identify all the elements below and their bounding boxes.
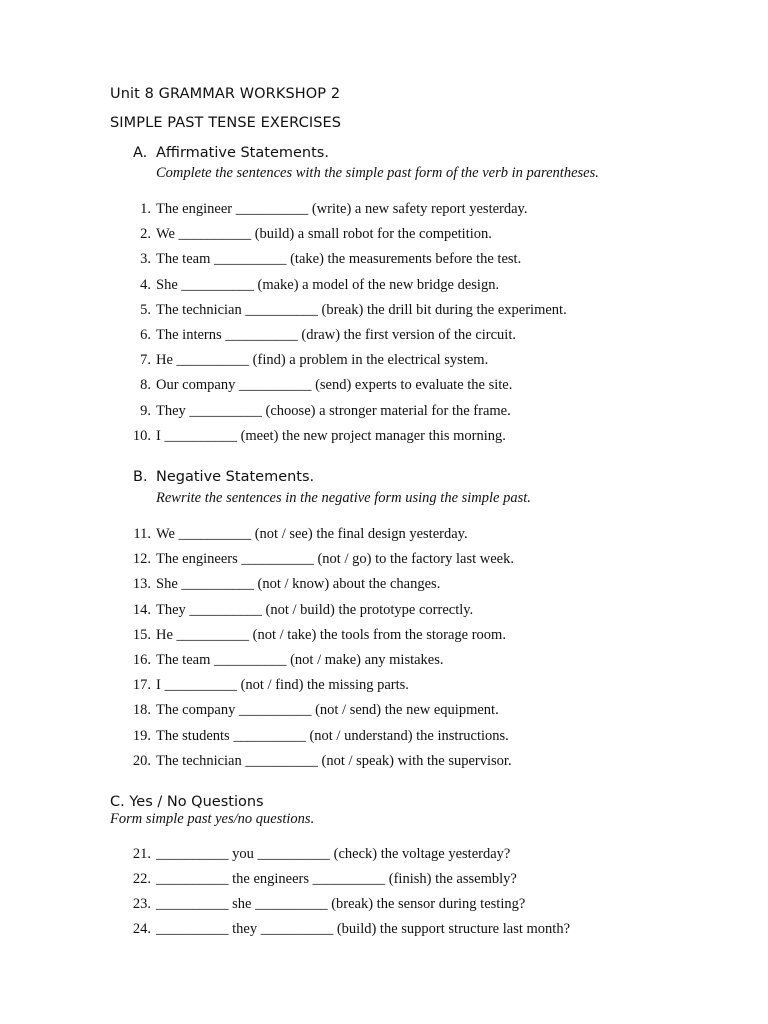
exercise-item: [119, 302, 567, 319]
exercise-number: 4.: [140, 276, 151, 293]
exercise-text: She __________ (not / know) about the changes.: [156, 576, 441, 593]
exercise-item: [119, 753, 512, 770]
section-c-instruction: Form simple past yes/no questions.: [110, 811, 315, 827]
exercise-item: [119, 277, 499, 294]
exercise-number: 18.: [132, 702, 151, 719]
exercise-text: He __________ (find) a problem in the electrical system.: [156, 352, 489, 369]
exercise-number: 6.: [140, 327, 151, 343]
exercise-text: The company __________ (not / send) the new equipment.: [156, 702, 499, 719]
exercise-number: 13.: [132, 576, 151, 593]
exercise-item: [119, 602, 473, 619]
exercise-item: [119, 896, 525, 913]
exercise-text: The technician __________ (break) the drill bit during the experiment.: [156, 301, 567, 318]
exercise-number: 23.: [132, 895, 151, 912]
exercise-number: 5.: [140, 301, 151, 318]
exercise-item: [119, 226, 492, 243]
exercise-text: The engineers __________ (not / go) to the factory last week.: [156, 551, 514, 568]
exercise-text: The interns __________ (draw) the first version of the circuit.: [156, 327, 516, 343]
exercise-number: 22.: [132, 870, 151, 887]
exercise-item: [119, 551, 514, 568]
exercise-item: [119, 377, 512, 394]
exercise-number: 20.: [132, 752, 151, 769]
exercise-number: 21.: [132, 846, 151, 862]
exercise-item: [119, 526, 468, 543]
exercise-item: [119, 652, 444, 669]
exercise-number: 19.: [132, 727, 151, 744]
exercise-item: [119, 327, 516, 344]
exercise-number: 14.: [132, 601, 151, 618]
unit-title: Unit 8 GRAMMAR WORKSHOP 2: [110, 86, 341, 102]
exercise-text: The team __________ (take) the measurements before the test.: [156, 251, 522, 268]
exercise-number: 2.: [140, 226, 151, 243]
worksheet-subtitle: SIMPLE PAST TENSE EXERCISES: [110, 115, 342, 131]
exercise-item: [119, 352, 488, 369]
section-c-heading: C. Yes / No Questions: [110, 794, 264, 810]
section-a-instruction: Complete the sentences with the simple past form of the verb in parentheses.: [156, 165, 599, 181]
exercise-item: [119, 728, 509, 745]
exercise-text: They __________ (not / build) the prototype correctly.: [156, 601, 474, 618]
exercise-text: Our company __________ (send) experts to evaluate the site.: [156, 377, 513, 394]
exercise-text: The team __________ (not / make) any mistakes.: [156, 652, 444, 668]
exercise-number: 10.: [132, 427, 151, 444]
exercise-number: 12.: [132, 551, 151, 568]
exercise-number: 17.: [132, 677, 151, 694]
exercise-text: __________ they __________ (build) the support structure last month?: [156, 920, 571, 937]
exercise-number: 1.: [140, 201, 151, 217]
exercise-text: __________ you __________ (check) the voltage yesterday?: [156, 846, 511, 862]
exercise-item: [119, 921, 570, 938]
exercise-text: The technician __________ (not / speak) with the supervisor.: [156, 752, 512, 769]
section-b-heading: [133, 469, 314, 485]
exercise-text: __________ she __________ (break) the sensor during testing?: [156, 895, 526, 912]
section-b-instruction: Rewrite the sentences in the negative form using the simple past.: [156, 490, 531, 506]
exercise-text: She __________ (make) a model of the new bridge design.: [156, 276, 500, 293]
section-a-title: Affirmative Statements.: [156, 145, 329, 161]
section-a-letter: A.: [133, 145, 148, 161]
exercise-number: 16.: [132, 652, 151, 668]
exercise-item: [119, 677, 409, 694]
section-a-heading: [133, 145, 329, 161]
exercise-number: 15.: [132, 626, 151, 643]
exercise-item: [119, 428, 506, 445]
section-b-letter: B.: [133, 469, 148, 485]
exercise-item: [119, 201, 528, 218]
exercise-number: 7.: [140, 352, 151, 369]
exercise-item: [119, 871, 517, 888]
exercise-number: 9.: [140, 402, 151, 419]
exercise-text: He __________ (not / take) the tools from the storage room.: [156, 626, 506, 643]
exercise-item: [119, 627, 506, 644]
exercise-item: [119, 251, 521, 268]
exercise-text: I __________ (meet) the new project manager this morning.: [156, 427, 506, 444]
exercise-item: [119, 576, 440, 593]
section-b-title: Negative Statements.: [156, 469, 315, 485]
exercise-number: 24.: [132, 920, 151, 937]
exercise-text: The engineer __________ (write) a new safety report yesterday.: [156, 201, 528, 217]
exercise-number: 3.: [140, 251, 151, 268]
exercise-text: We __________ (not / see) the final design yesterday.: [156, 526, 468, 542]
exercise-number: 8.: [140, 377, 151, 394]
exercise-text: They __________ (choose) a stronger material for the frame.: [156, 402, 511, 419]
exercise-text: The students __________ (not / understand) the instructions.: [156, 727, 509, 744]
exercise-item: [119, 702, 499, 719]
exercise-text: I __________ (not / find) the missing parts.: [156, 677, 409, 694]
exercise-item: [119, 846, 510, 863]
exercise-text: __________ the engineers __________ (finish) the assembly?: [156, 870, 517, 887]
exercise-text: We __________ (build) a small robot for the competition.: [156, 226, 492, 243]
exercise-item: [119, 403, 511, 420]
exercise-number: 11.: [133, 526, 151, 542]
